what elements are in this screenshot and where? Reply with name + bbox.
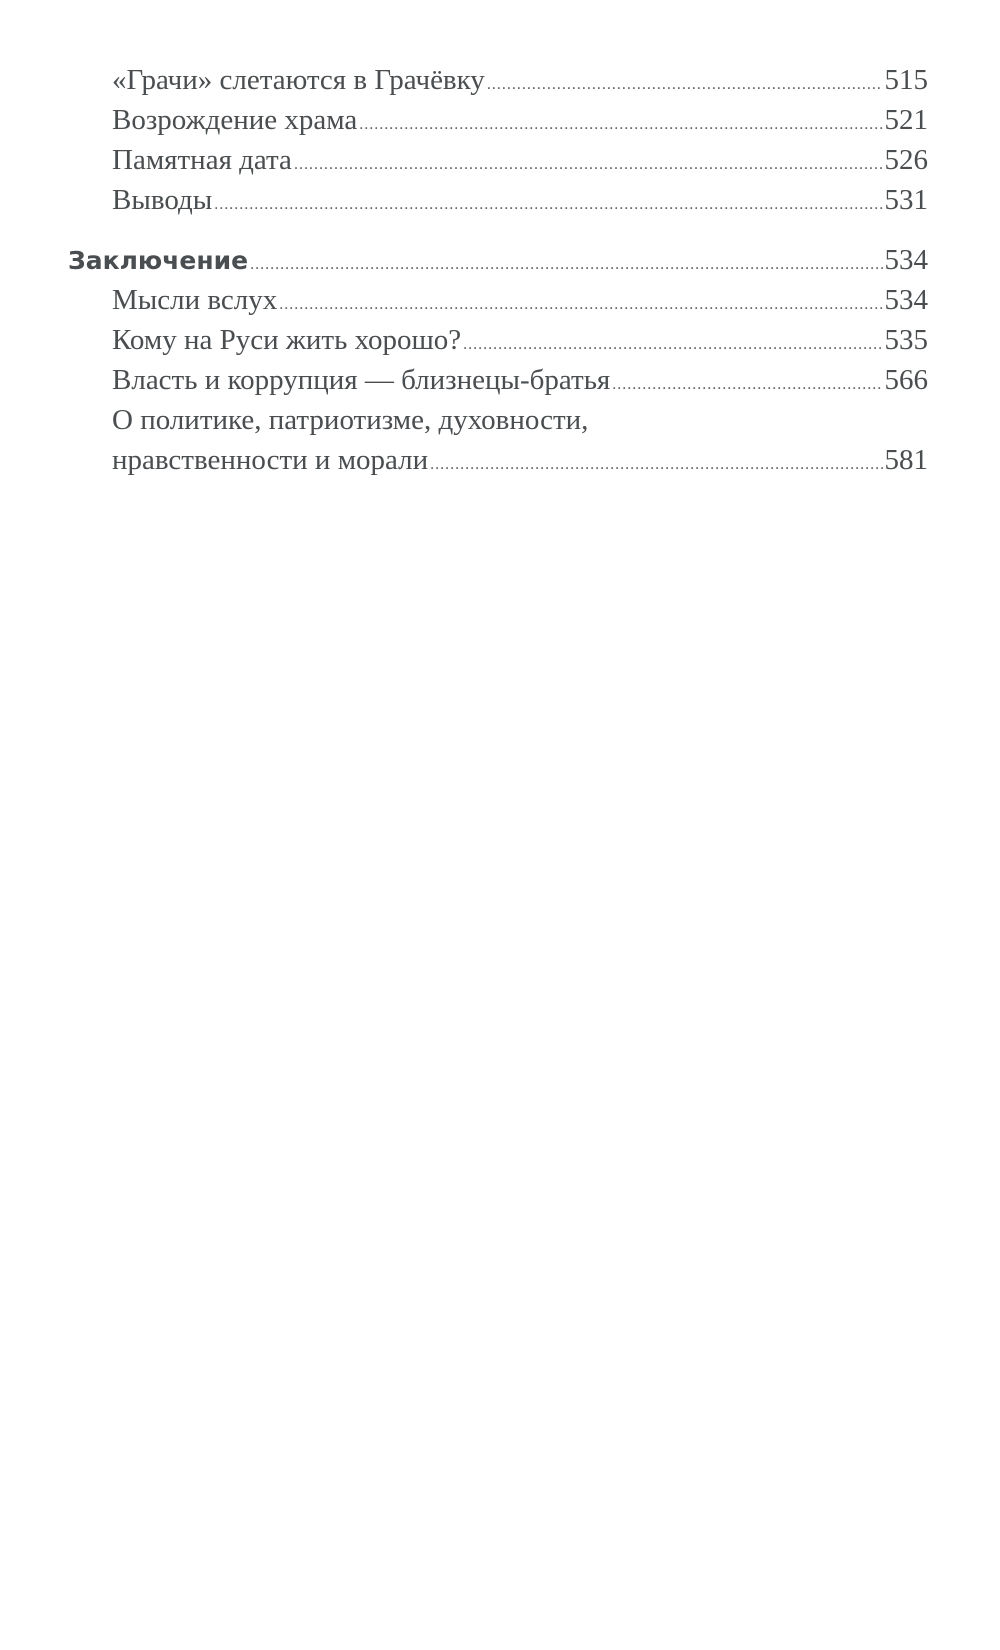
toc-entry-page: 531 bbox=[884, 184, 928, 216]
dot-leader bbox=[250, 245, 882, 285]
dot-leader bbox=[294, 145, 883, 185]
toc-chapter-page: 534 bbox=[884, 244, 928, 276]
toc-entry-first-line[interactable] bbox=[68, 400, 928, 440]
dot-leader bbox=[612, 365, 882, 405]
toc-entry-title: Памятная дата bbox=[112, 144, 292, 176]
toc-entry-title: Выводы bbox=[112, 184, 213, 216]
toc-entry[interactable] bbox=[68, 140, 928, 180]
toc-chapter-title: Заключение bbox=[68, 246, 249, 275]
toc-entry[interactable] bbox=[68, 280, 928, 320]
dot-leader bbox=[279, 285, 882, 325]
toc-entry-title: Возрождение храма bbox=[112, 104, 358, 136]
toc-entry[interactable] bbox=[68, 360, 928, 400]
toc-entry-title: Кому на Руси жить хорошо? bbox=[112, 324, 462, 356]
table-of-contents bbox=[68, 60, 928, 480]
toc-entry-title: Мысли вслух bbox=[112, 284, 278, 316]
toc-entry-page: 535 bbox=[884, 324, 928, 356]
toc-entry-page: 515 bbox=[884, 64, 928, 96]
dot-leader bbox=[214, 185, 882, 225]
toc-entry[interactable] bbox=[68, 440, 928, 480]
toc-entry-title: «Грачи» слетаются в Грачёвку bbox=[112, 64, 485, 96]
toc-entry-page: 566 bbox=[884, 364, 928, 396]
toc-entry-page: 521 bbox=[884, 104, 928, 136]
toc-entry-title-line2: нравственности и морали bbox=[112, 444, 429, 476]
toc-entry[interactable] bbox=[68, 180, 928, 220]
toc-chapter[interactable] bbox=[68, 240, 928, 280]
dot-leader bbox=[487, 65, 883, 105]
dot-leader bbox=[430, 445, 882, 485]
toc-entry-title: Власть и коррупция — близнецы-братья bbox=[112, 364, 611, 396]
toc-entry[interactable] bbox=[68, 60, 928, 100]
toc-entry[interactable] bbox=[68, 100, 928, 140]
toc-entry-title: О политике, патриотизме, духовности, bbox=[112, 404, 589, 436]
dot-leader bbox=[359, 105, 882, 145]
toc-entry-page: 581 bbox=[884, 444, 928, 476]
dot-leader bbox=[463, 325, 882, 365]
toc-entry[interactable] bbox=[68, 320, 928, 360]
toc-entry-page: 526 bbox=[884, 144, 928, 176]
toc-entry-page: 534 bbox=[884, 284, 928, 316]
